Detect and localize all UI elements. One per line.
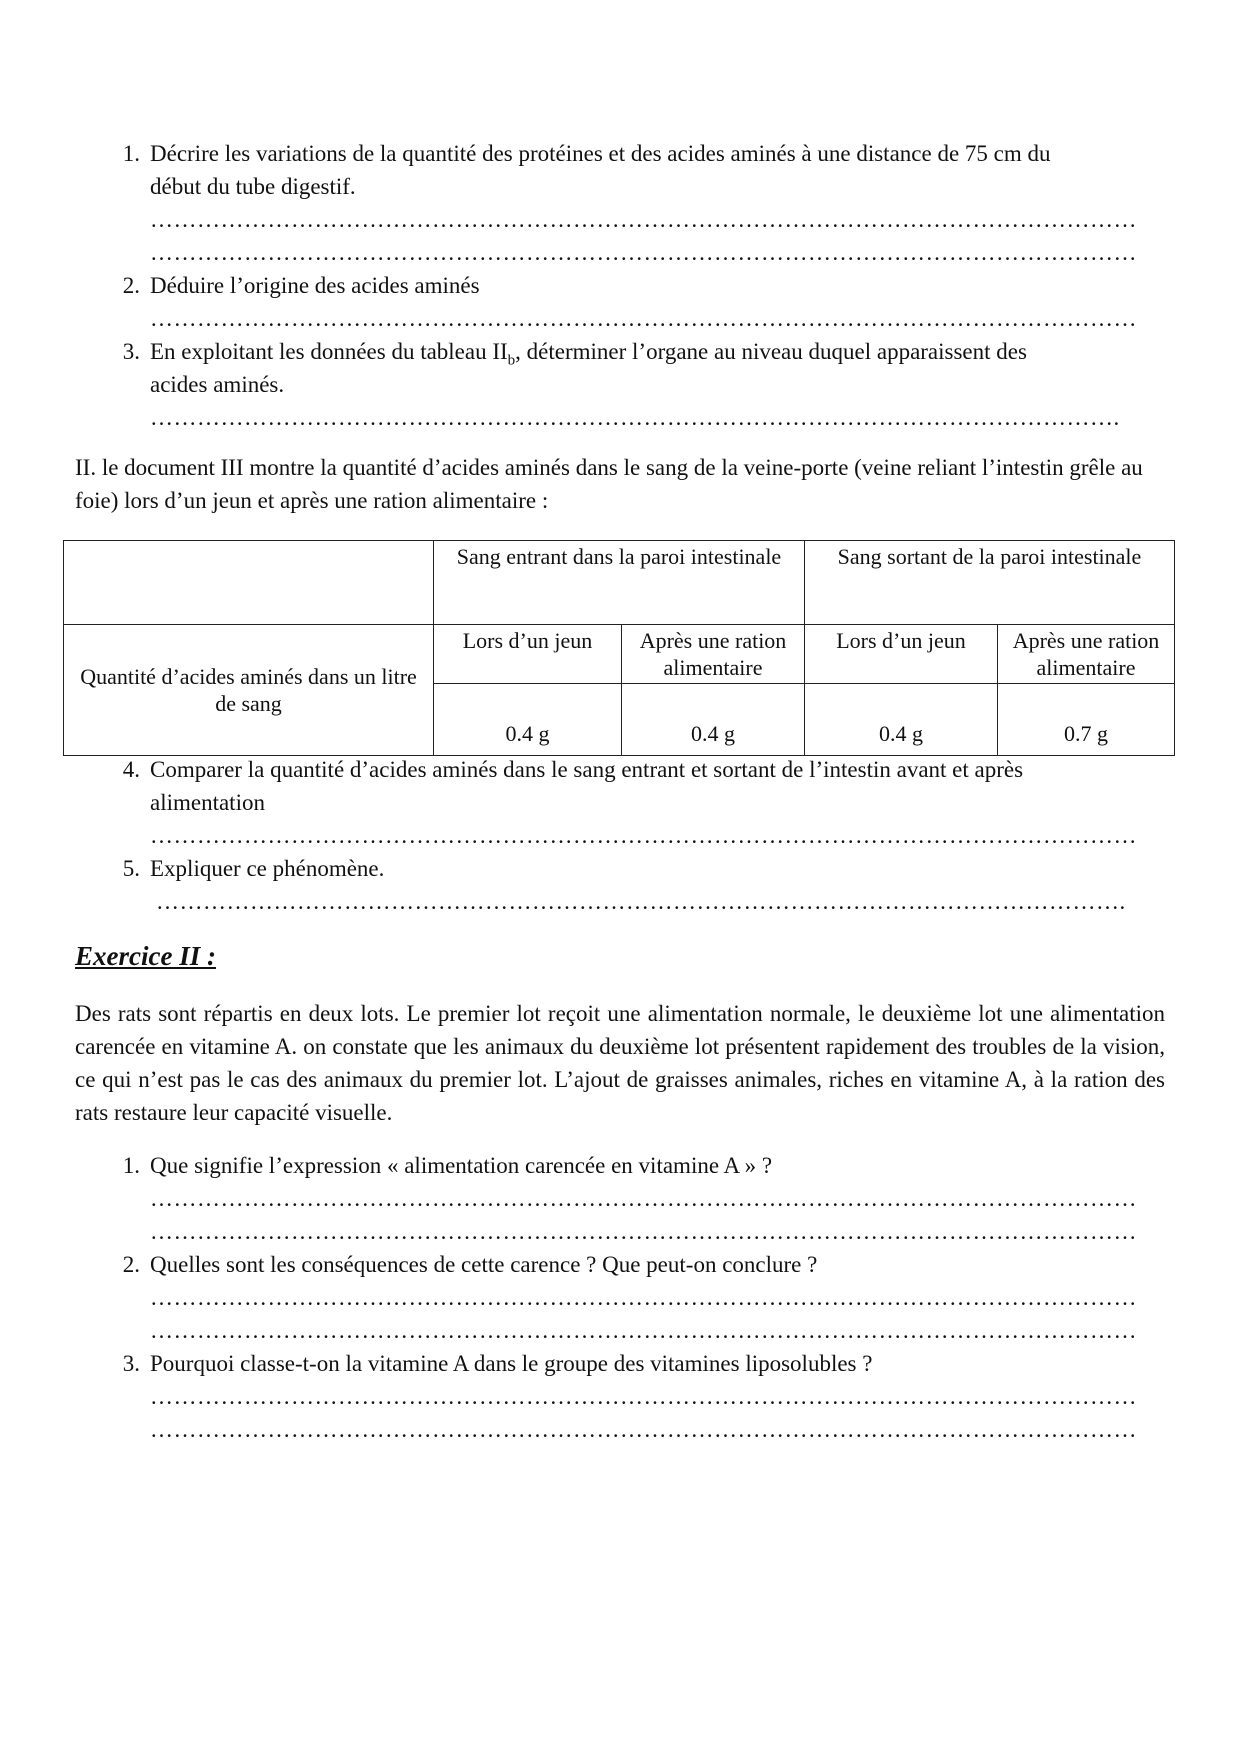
header-blood-leaving: Sang sortant de la paroi intestinale xyxy=(805,541,1175,625)
header-blood-entering: Sang entrant dans la paroi intestinale xyxy=(434,541,805,625)
question-text: Pourquoi classe-t-on la vitamine A dans le groupe des vitamines liposolubles ? xyxy=(150,1351,873,1376)
subheader-meal-leaving: Après une ration alimentaire xyxy=(998,625,1175,684)
question-text: Comparer la quantité d’acides aminés dans le sang entrant et sortant de l’intestin avant et après xyxy=(150,757,1024,782)
question-list-exercise2 xyxy=(112,1149,1152,1446)
answer-line[interactable]: ……………………………………………………………………………………………………………… xyxy=(150,1417,1137,1442)
question-1 xyxy=(112,137,1152,269)
question-text: Quelles sont les conséquences de cette carence ? Que peut-on conclure ? xyxy=(150,1252,818,1277)
question-3 xyxy=(112,335,1152,434)
answer-line[interactable]: ……………………………………………………………………………………………………………… xyxy=(150,1384,1137,1409)
question-4 xyxy=(112,753,1152,852)
question-number: 4. xyxy=(122,757,140,782)
question-number: 2. xyxy=(122,273,140,298)
answer-line[interactable]: ……………………………………………………………………………………………………………. xyxy=(150,405,1120,430)
subheader-meal-entering: Après une ration alimentaire xyxy=(622,625,805,684)
answer-line[interactable]: ……………………………………………………………………………………………………………. xyxy=(156,889,1126,914)
answer-line[interactable]: ……………………………………………………………………………………………………………… xyxy=(150,1219,1137,1244)
ex2-question-1 xyxy=(112,1149,1152,1248)
subheader-fasting-entering: Lors d’un jeun xyxy=(434,625,622,684)
question-text: Expliquer ce phénomène. xyxy=(150,856,385,881)
question-text-line2: alimentation xyxy=(150,790,265,815)
question-5 xyxy=(112,852,1152,918)
question-2 xyxy=(112,269,1152,335)
question-number: 3. xyxy=(122,339,140,364)
exercise-2-paragraph: Des rats sont répartis en deux lots. Le premier lot reçoit une alimentation normale, le deuxième lot une alimentation carencée en vitamine A. on constate que les animaux du deuxième lot présentent rapidement des troubles de la vision, ce qui n’est pas le cas des animaux du premier lot. L’ajout de graisses animales, riches en vitamine A, à la ration des rats restaure leur capacité visuelle. xyxy=(75,1001,1165,1125)
value-meal-entering: 0.4 g xyxy=(622,684,805,756)
question-number: 5. xyxy=(122,856,140,881)
subscript: b xyxy=(507,352,516,369)
question-text xyxy=(150,335,1152,368)
answer-line[interactable]: ……………………………………………………………………………………………………………… xyxy=(150,207,1137,232)
exercise-2-title: Exercice II : xyxy=(75,941,216,971)
value-fasting-leaving: 0.4 g xyxy=(805,684,998,756)
row-label: Quantité d’acides aminés dans un litre de sang xyxy=(64,625,434,756)
question-text-start: En exploitant les données du tableau II xyxy=(150,339,508,364)
question-text: Que signifie l’expression « alimentation carencée en vitamine A » ? xyxy=(150,1153,773,1178)
answer-line[interactable]: ……………………………………………………………………………………………………………… xyxy=(150,1186,1137,1211)
section-2-intro: II. le document III montre la quantité d’acides aminés dans le sang de la veine-porte (veine reliant l’intestin grêle au foie) lors d’un jeun et après une ration alimentaire : xyxy=(75,455,1143,513)
question-number: 3. xyxy=(122,1351,140,1376)
answer-line[interactable]: ……………………………………………………………………………………………………………… xyxy=(150,1285,1137,1310)
question-list-part1 xyxy=(112,137,1152,434)
answer-line[interactable]: ……………………………………………………………………………………………………………… xyxy=(150,823,1137,848)
value-meal-leaving: 0.7 g xyxy=(998,684,1175,756)
subheader-fasting-leaving: Lors d’un jeun xyxy=(805,625,998,684)
answer-line[interactable]: ……………………………………………………………………………………………………………… xyxy=(150,1318,1137,1343)
question-number: 2. xyxy=(122,1252,140,1277)
question-list-part2 xyxy=(112,753,1152,918)
value-fasting-entering: 0.4 g xyxy=(434,684,622,756)
ex2-question-2 xyxy=(112,1248,1152,1347)
question-text-line2: début du tube digestif. xyxy=(150,174,356,199)
question-number: 1. xyxy=(122,1153,140,1178)
table-empty-corner xyxy=(64,541,434,625)
question-text-end: , déterminer l’organe au niveau duquel apparaissent des xyxy=(515,339,1027,364)
ex2-question-3 xyxy=(112,1347,1152,1446)
amino-acid-table xyxy=(63,540,1175,756)
answer-line[interactable]: ……………………………………………………………………………………………………………… xyxy=(150,240,1137,265)
question-text: Déduire l’origine des acides aminés xyxy=(150,273,480,298)
question-text-line2: acides aminés. xyxy=(150,372,285,397)
answer-line[interactable]: ……………………………………………………………………………………………………………… xyxy=(150,306,1137,331)
question-number: 1. xyxy=(122,141,140,166)
question-text: Décrire les variations de la quantité des protéines et des acides aminés à une distance de 75 cm du xyxy=(150,141,1051,166)
